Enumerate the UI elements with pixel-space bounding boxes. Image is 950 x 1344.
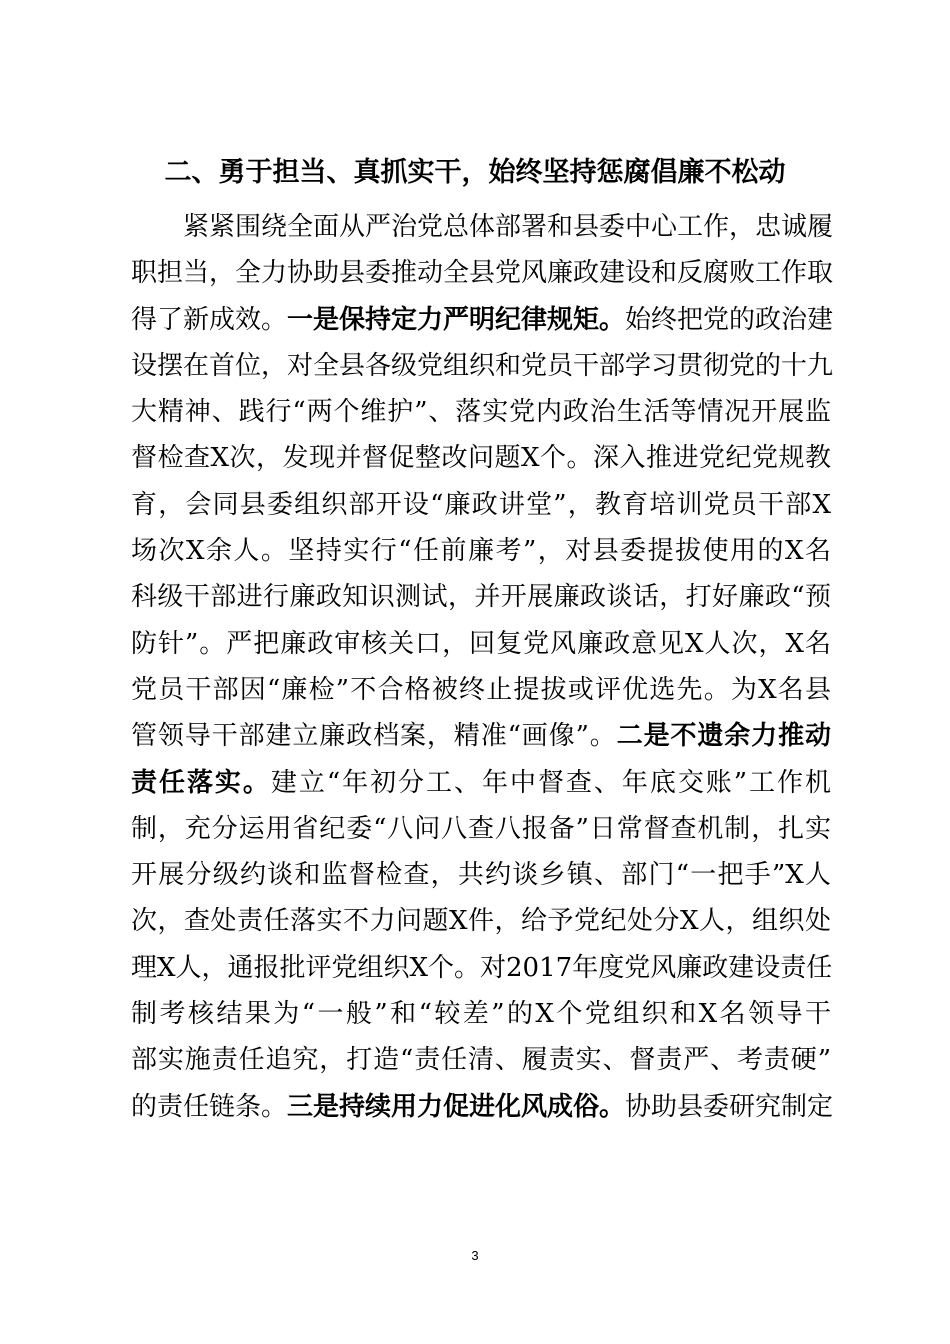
bold-run: 二是不遗余力推动 [616,721,831,752]
text-line [131,667,831,713]
text-line [131,806,831,852]
text-run: 场次X余人。坚持实行“任前廉考”，对县委提拔使用的X名 [131,536,831,567]
section-heading: 二、勇于担当、真抓实干，始终坚持惩腐倡廉不松动 [164,157,786,188]
text-line [131,760,831,806]
text-line [131,250,834,296]
text-line [131,1084,834,1130]
text-line [131,574,831,620]
text-line [131,621,831,667]
text-run: 始终把党的政治建 [625,304,834,335]
text-line [131,482,831,528]
text-run: 防针”。严把廉政审核关口，回复党风廉政意见X人次，X名 [131,628,831,659]
text-line [131,898,831,944]
text-line [131,204,834,250]
text-run: 大精神、践行“两个维护”、落实党内政治生活等情况开展监 [131,397,831,428]
text-line [131,713,831,759]
text-line [131,435,831,481]
text-run: 紧紧围绕全面从严治党总体部署和县委中心工作，忠诚履 [183,212,834,242]
text-run: 职担当，全力协助县委推动全县党风廉政建设和反腐败工作取 [131,258,834,289]
text-run: 制考核结果为“一般”和“较差”的X个党组织和X名领导干 [131,999,831,1030]
text-run: 党员干部因“廉检”不合格被终止提拔或评优选先。为X名县 [131,674,831,705]
bold-run: 责任落实。 [131,767,271,798]
text-line [131,991,831,1037]
text-line [131,1037,831,1083]
text-run: 次，查处责任落实不力问题X件，给予党纪处分X人，组织处 [131,906,831,937]
bold-run: 三是持续用力促进化风成俗。 [287,1091,626,1122]
text-run: 科级干部进行廉政知识测试，并开展廉政谈话，打好廉政“预 [131,582,831,613]
text-run: 制，充分运用省纪委“八问八查八报备”日常督查机制，扎实 [131,813,831,844]
text-line [131,528,831,574]
text-line [131,945,831,991]
page-number: 3 [471,1248,479,1263]
bold-run: 一是保持定力严明纪律规矩。 [287,304,626,335]
text-run: 管领导干部建立廉政档案，精准“画像”。 [131,721,617,752]
text-run: 得了新成效。 [131,304,288,335]
text-line [131,852,831,898]
text-run: 开展分级约谈和监督检查，共约谈乡镇、部门“一把手”X人 [131,860,831,891]
body-paragraph [131,204,834,1130]
text-line [131,297,834,343]
text-run: 部实施责任追究，打造“责任清、履责实、督责严、考责硬” [131,1045,831,1076]
text-run: 督检查X次，发现并督促整改问题X个。深入推进党纪党规教 [131,443,831,474]
text-run: 建立“年初分工、年中督查、年底交账”工作机 [270,767,831,798]
text-run: 育，会同县委组织部开设“廉政讲堂”，教育培训党员干部X [131,489,831,520]
text-run: 协助县委研究制定 [625,1091,834,1122]
text-line [131,343,834,389]
text-line [131,389,831,435]
text-run: 设摆在首位，对全县各级党组织和党员干部学习贯彻党的十九 [131,350,834,381]
text-run: 的责任链条。 [131,1091,288,1122]
text-run: 理X人，通报批评党组织X个。对2017年度党风廉政建设责任 [131,952,833,983]
